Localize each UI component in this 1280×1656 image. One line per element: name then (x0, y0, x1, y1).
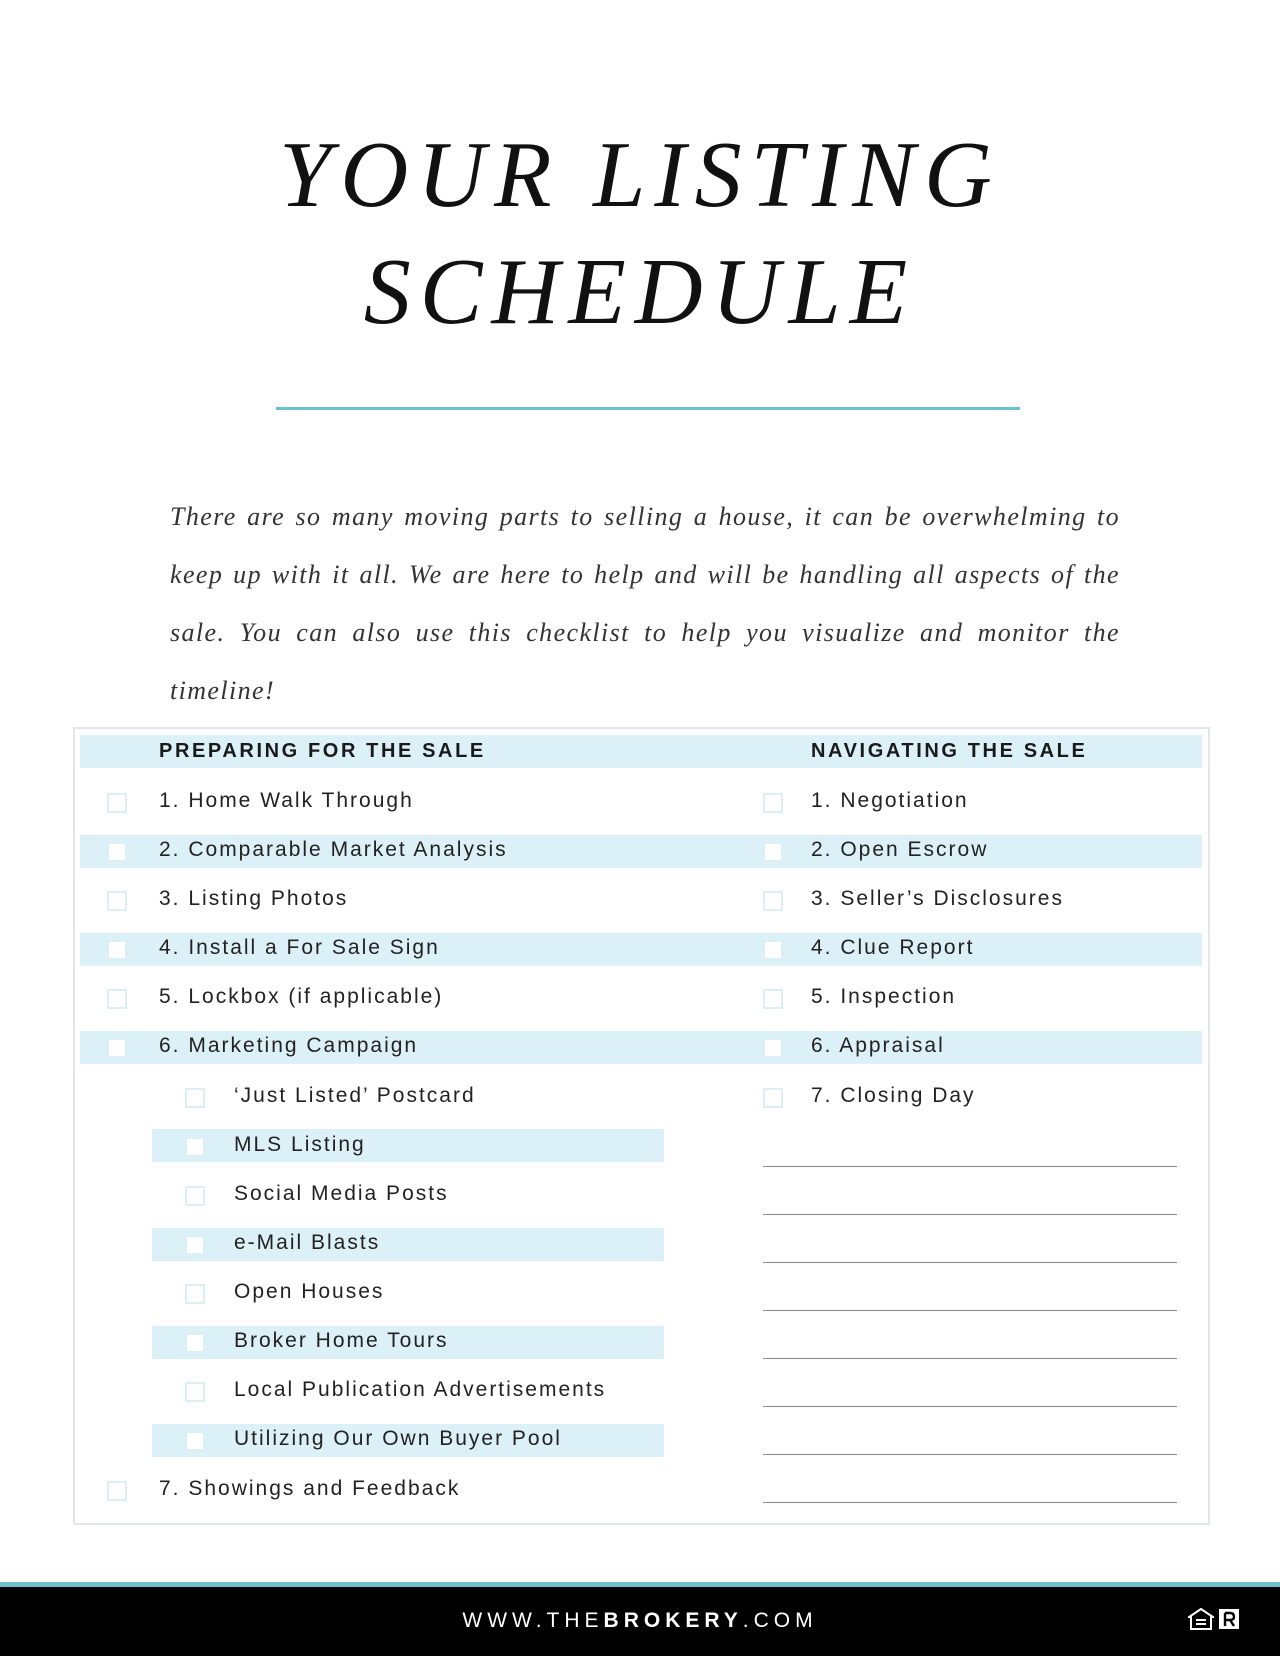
navigating-checkbox-2[interactable] (763, 835, 783, 868)
marketing-item-6: Broker Home Tours (234, 1329, 449, 1352)
navigating-item-5: 5. Inspection (811, 985, 957, 1008)
navigating-checkbox-5[interactable] (763, 982, 783, 1015)
footer-bar (0, 1587, 1280, 1656)
marketing-item-5: Open Houses (234, 1280, 385, 1303)
navigating-checkbox-7[interactable] (763, 1081, 783, 1114)
title-divider (276, 407, 1020, 410)
marketing-item-3: Social Media Posts (234, 1182, 449, 1205)
navigating-checkbox-1[interactable] (763, 786, 783, 819)
marketing-checkbox-2[interactable] (185, 1130, 205, 1163)
preparing-item-3: 3. Listing Photos (159, 887, 349, 910)
subrow-band (152, 1129, 664, 1162)
note-line[interactable] (763, 1358, 1177, 1359)
navigating-item-6: 6. Appraisal (811, 1034, 945, 1057)
navigating-item-3: 3. Seller’s Disclosures (811, 887, 1064, 910)
navigating-item-1: 1. Negotiation (811, 789, 969, 812)
note-line[interactable] (763, 1166, 1177, 1167)
marketing-item-4: e-Mail Blasts (234, 1231, 381, 1254)
preparing-item-5: 5. Lockbox (if applicable) (159, 985, 444, 1008)
website-suffix: .COM (742, 1609, 818, 1632)
note-line[interactable] (763, 1502, 1177, 1503)
website-link[interactable] (0, 1609, 1280, 1633)
note-line[interactable] (763, 1262, 1177, 1263)
navigating-item-7: 7. Closing Day (811, 1084, 976, 1107)
marketing-checkbox-1[interactable] (185, 1081, 205, 1114)
page-title-line-2: SCHEDULE (363, 240, 917, 344)
website-brand: BROKERY (603, 1609, 743, 1632)
navigating-heading: NAVIGATING THE SALE (811, 740, 1088, 762)
navigating-item-4: 4. Clue Report (811, 936, 975, 959)
marketing-item-7: Local Publication Advertisements (234, 1378, 607, 1401)
marketing-item-1: ‘Just Listed’ Postcard (234, 1084, 476, 1107)
marketing-item-8: Utilizing Our Own Buyer Pool (234, 1427, 562, 1450)
preparing-item-7: 7. Showings and Feedback (159, 1477, 461, 1500)
navigating-checkbox-6[interactable] (763, 1031, 783, 1064)
subrow-band (152, 1228, 664, 1261)
marketing-checkbox-3[interactable] (185, 1179, 205, 1212)
preparing-item-1: 1. Home Walk Through (159, 789, 414, 812)
note-line[interactable] (763, 1310, 1177, 1311)
footer-logos (1188, 1609, 1244, 1633)
marketing-checkbox-7[interactable] (185, 1375, 205, 1408)
preparing-checkbox-1[interactable] (107, 786, 127, 819)
intro-paragraph: There are so many moving parts to selling a house, it can be overwhelming to keep up with it all. We are here to help and will be handling all aspects of the sale. You can also use this checklist to help you visualize and monitor the timeline! (170, 502, 1120, 705)
marketing-checkbox-5[interactable] (185, 1277, 205, 1310)
marketing-checkbox-8[interactable] (185, 1424, 205, 1457)
preparing-item-6: 6. Marketing Campaign (159, 1034, 419, 1057)
preparing-item-4: 4. Install a For Sale Sign (159, 936, 440, 959)
preparing-heading: PREPARING FOR THE SALE (159, 740, 486, 762)
note-line[interactable] (763, 1454, 1177, 1455)
marketing-checkbox-6[interactable] (185, 1326, 205, 1359)
navigating-checkbox-4[interactable] (763, 933, 783, 966)
preparing-checkbox-4[interactable] (107, 933, 127, 966)
marketing-item-2: MLS Listing (234, 1133, 366, 1156)
preparing-checkbox-6[interactable] (107, 1031, 127, 1064)
preparing-checkbox-3[interactable] (107, 884, 127, 917)
navigating-item-2: 2. Open Escrow (811, 838, 989, 861)
page-title-line-1: YOUR LISTING (279, 123, 1001, 227)
navigating-checkbox-3[interactable] (763, 884, 783, 917)
equal-housing-icon (1188, 1608, 1214, 1635)
realtor-icon (1218, 1608, 1240, 1635)
preparing-checkbox-5[interactable] (107, 982, 127, 1015)
preparing-checkbox-7[interactable] (107, 1474, 127, 1507)
marketing-checkbox-4[interactable] (185, 1228, 205, 1261)
note-line[interactable] (763, 1214, 1177, 1215)
preparing-item-2: 2. Comparable Market Analysis (159, 838, 508, 861)
preparing-checkbox-2[interactable] (107, 835, 127, 868)
website-prefix: WWW.THE (462, 1609, 604, 1632)
note-line[interactable] (763, 1406, 1177, 1407)
